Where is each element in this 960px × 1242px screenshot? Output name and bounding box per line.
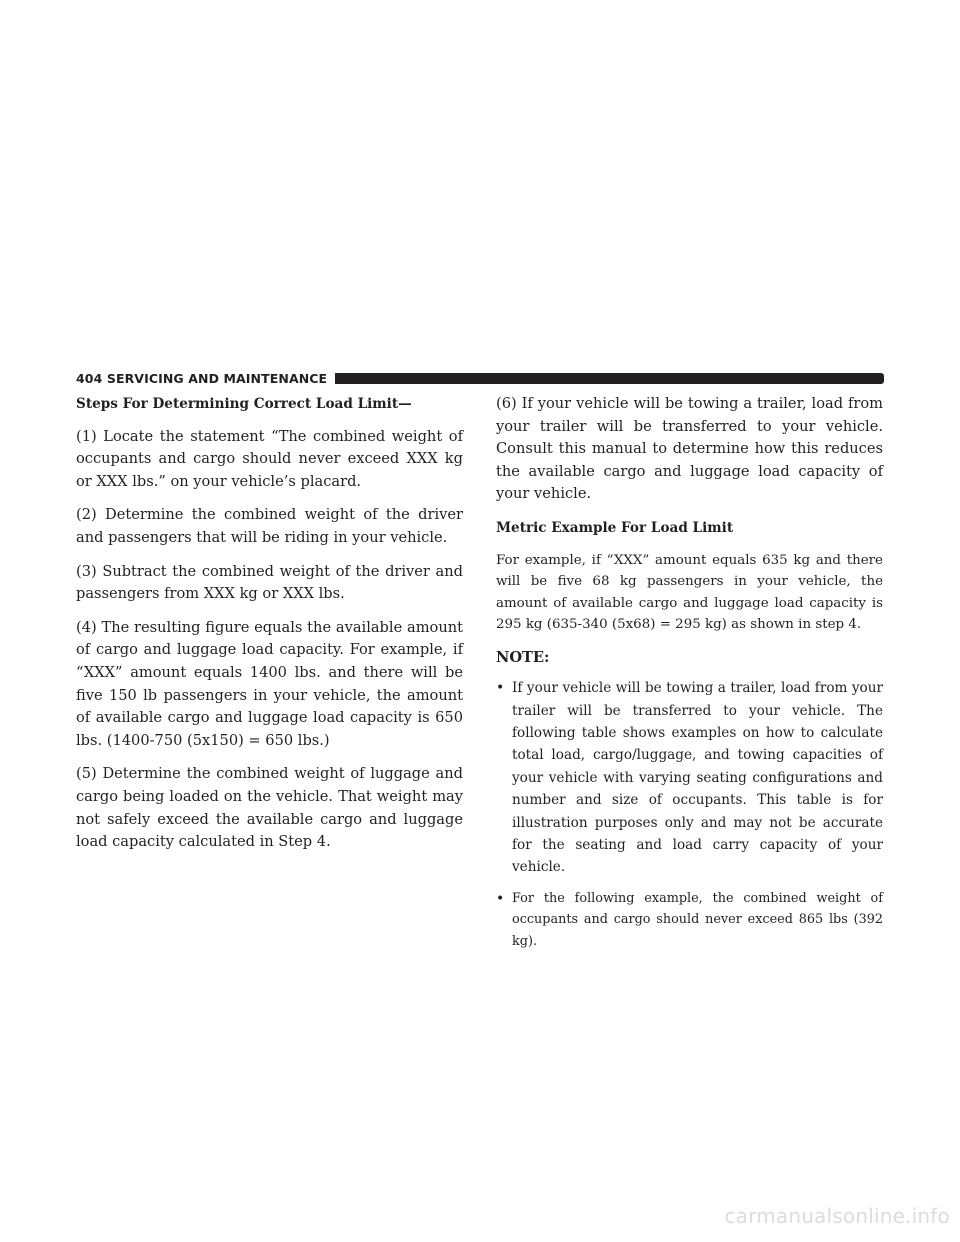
step-4-paragraph: (4) The resulting figure equals the available amount of cargo and luggage load capacity. For example, if “XXX” amount equals 1400 lbs. and there will be five 150 lb passengers in your vehicle, the amount of available cargo and luggage load capacity is 650 lbs. (1400-750 (5x150) = 650 lbs.) <box>76 618 463 749</box>
metric-example-paragraph: For example, if “XXX” amount equals 635 kg and there will be five 68 kg passengers in your vehicle, the amount of available cargo and luggage load capacity is 295 kg (635-340 (5x68) = 295 kg) as shown in step 4. <box>496 552 883 633</box>
note-label: NOTE: <box>496 648 550 666</box>
note-bullet-text: For the following example, the combined weight of occupants and cargo should never exceed 865 lbs (392 kg). <box>512 890 883 949</box>
right-column <box>496 393 883 961</box>
bullet-icon: • <box>496 680 505 697</box>
step-5-paragraph: (5) Determine the combined weight of luggage and cargo being loaded on the vehicle. That weight may not safely exceed the available cargo and luggage load capacity calculated in Step 4. <box>76 765 463 851</box>
watermark-text: carmanualsonline.info <box>724 1204 950 1228</box>
note-bullet-item <box>496 677 883 879</box>
note-bullet-text: If your vehicle will be towing a trailer, load from your trailer will be transferred to your vehicle. The following table shows examples on how to calculate total load, cargo/luggage, and towing capacities of your vehicle with varying seating configurations and number and size of occupants. This table is for illustration purposes only and may not be accurate for the seating and load carry capacity of your vehicle. <box>512 680 883 876</box>
load-limit-heading: Steps For Determining Correct Load Limit— <box>76 396 412 412</box>
header-rule-bar <box>335 373 884 384</box>
metric-example-heading: Metric Example For Load Limit <box>496 519 734 536</box>
step-3-paragraph: (3) Subtract the combined weight of the driver and passengers from XXX kg or XXX lbs. <box>76 562 463 603</box>
page-number-section-title: 404 SERVICING AND MAINTENANCE <box>76 370 328 386</box>
left-column <box>76 393 463 865</box>
step-2-paragraph: (2) Determine the combined weight of the driver and passengers that will be riding in your vehicle. <box>76 506 463 546</box>
note-bullet-item <box>496 888 883 953</box>
step-6-paragraph: (6) If your vehicle will be towing a trailer, load from your trailer will be transferred to your vehicle. Consult this manual to determine how this reduces the available cargo and luggage load capacity of your vehicle. <box>496 395 883 503</box>
bullet-icon: • <box>496 890 505 907</box>
step-1-paragraph: (1) Locate the statement “The combined weight of occupants and cargo should never exceed XXX kg or XXX lbs.” on your vehicle’s placard. <box>76 427 463 490</box>
page-header <box>76 370 884 386</box>
